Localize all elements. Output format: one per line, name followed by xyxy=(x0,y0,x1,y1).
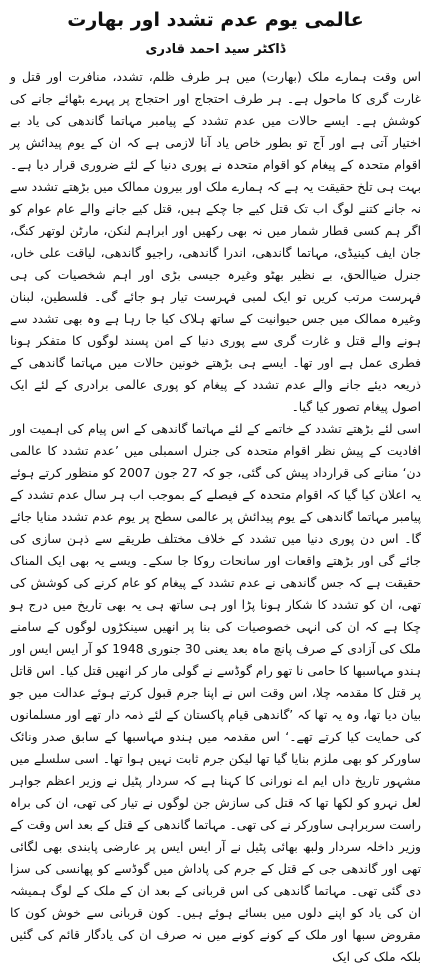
article-paragraph-1: اس وقت ہمارے ملک (بھارت) میں ہر طرف ظلم، تشدد، منافرت اور قتل و غارت گری کا ماحول ہے۔ ہر طرف احتجاج اور احتجاج پر پہرے بٹھائے جانے کی کوشش ہے۔ ایسے حالات میں عدم تشدد کے پیامبر مہاتما گاندھی کی یاد بے اختیار آتی ہے اور آج تو بطور خاص یاد آنا لازمی ہے کہ ان کے یوم پیدائش پر اقوام متحدہ کے پیغام کو اقوام متحدہ نے پوری دنیا کے لئے ضروری قرار دیا ہے۔ بہت ہی تلخ حقیقت یہ ہے کہ ہمارے ملک اور بیرون ممالک میں بڑھتے تشدد سے نہ جانے کتنے لوگ اب تک قتل کیے جا چکے ہیں، قتل کیے جانے والے عام عوام کو اگر ہم کسی قطار شمار میں نہ بھی رکھیں اور ابراہم لنکن، مارٹن لوتھر کنگ، جان ایف کینیڈی، مہاتما گاندھی، اندرا گاندھی، راجیو گاندھی، لیاقت علی خاں، جنرل ضیاالحق، بے نظیر بھٹو وغیرہ جیسی بڑی اور اہم شخصیات کی ہی فہرست مرتب کریں تو ایک لمبی فہرست تیار ہو جائے گی۔ فلسطین، لبنان وغیرہ ممالک میں جس حیوانیت کے ساتھ ہلاک کیا جا رہا ہے وہ بھی تشدد سے ہونے والے قتل و غارت گری سے پوری دنیا کے امن پسند لوگوں کا متفکر ہونا فطری عمل ہے اور تھا۔ ایسے ہی بڑھتے خونین حالات میں مہاتما گاندھی کے ذریعہ دیئے جانے والے عدم تشدد کے پیغام کو پوری عالمی برادری کے لئے ایک اصول پیغام تصور کیا گیا۔ xyxy=(10,70,421,414)
article-title: عالمی یوم عدم تشدد اور بھارت xyxy=(67,9,364,31)
article-body xyxy=(10,66,421,968)
article-author: ڈاکٹر سید احمد قادری xyxy=(145,42,286,57)
article-paragraph-2: اسی لئے بڑھتے تشدد کے خاتمے کے لئے مہاتما گاندھی کے اس پیام کی اہمیت اور افادیت کے پیش نظر اقوام متحدہ کی جنرل اسمبلی میں ’عدم تشدد کا عالمی دن‘ منانے کی قرارداد پیش کی گئی، جو کہ 27 جون 2007 کو منظور کرتے ہوئے یہ اعلان کیا گیا کہ اقوام متحدہ کے فیصلے کے بموجب اب ہر سال عدم تشدد کے پیامبر مہاتما گاندھی کے یوم پیدائش پر عالمی سطح پر یوم عدم تشدد منایا جائے گا۔ اس دن پوری دنیا میں تشدد کے خلاف مختلف طریقے سے ذہن سازی کی جائے گی اور بڑھتے واقعات اور سانحات روکا جا سکے۔ ویسے یہ بھی ایک المناک حقیقت ہے کہ جس گاندھی نے عدم تشدد کے پیغام کو عام کرنے کی کوشش کی تھی، ان کو تشدد کا شکار ہونا پڑا اور ہی ساتھ ہی یہ بھی تاریخ میں درج ہو چکا ہے کہ ان کی انہی خصوصیات کی بنا پر انھیں سینکڑوں لوگوں کے سامنے ملک کی آزادی کے صرف پانچ ماہ بعد یعنی 30 جنوری 1948 کو آر ایس ایس اور ہندو مہاسبھا کا حامی نا تھو رام گوڈسے نے گولی مار کر انھیں قتل کیا۔ اس قاتل پر قتل کا مقدمہ چلا، اس وقت اس نے اپنا جرم قبول کرتے ہوئے عدالت میں جو بیان دیا تھا، وہ یہ تھا کہ ’گاندھی قیام پاکستان کے لئے ذمہ دار تھے اور مسلمانوں کی حمایت کیا کرتے تھے۔‘ اس مقدمہ میں ہندو مہاسبھا کے سابق صدر ونائک ساورکر کو بھی ملزم بنایا گیا تھا لیکن جرم ثابت نہیں ہوا تھا۔ اسی سلسلے میں مشہور تاریخ داں ایم اے نورانی کا کہنا ہے کہ سردار پٹیل نے وزیر اعظم جواہر لعل نہرو کو لکھا تھا کہ قتل کی سازش جن لوگوں نے تیار کی تھی، ان کی براہ راست سربراہی ساورکر نے کی تھی۔ مہاتما گاندھی کے قتل کے بعد اس وقت کے وزیر داخلہ سردار ولبھ بھائی پٹیل نے آر ایس ایس پر عارضی پابندی بھی لگائی تھی اور گاندھی جی کے قتل کے جرم کی پاداش میں گوڈسے کو پھانسی کی سزا دی گئی تھی۔ مہاتما گاندھی کی اس قربانی کے بعد ان کے ملک کے لوگ ہمیشہ ان کی یاد کو اپنے دلوں میں بسائے ہوئے ہیں۔ کون قربانی سے خوش کون کا مقروض سبھا اور ملک کے کونے کونے میں نہ صرف ان کی یادگار قائم کی گئیں بلکہ ملک کی ایک xyxy=(10,422,422,964)
